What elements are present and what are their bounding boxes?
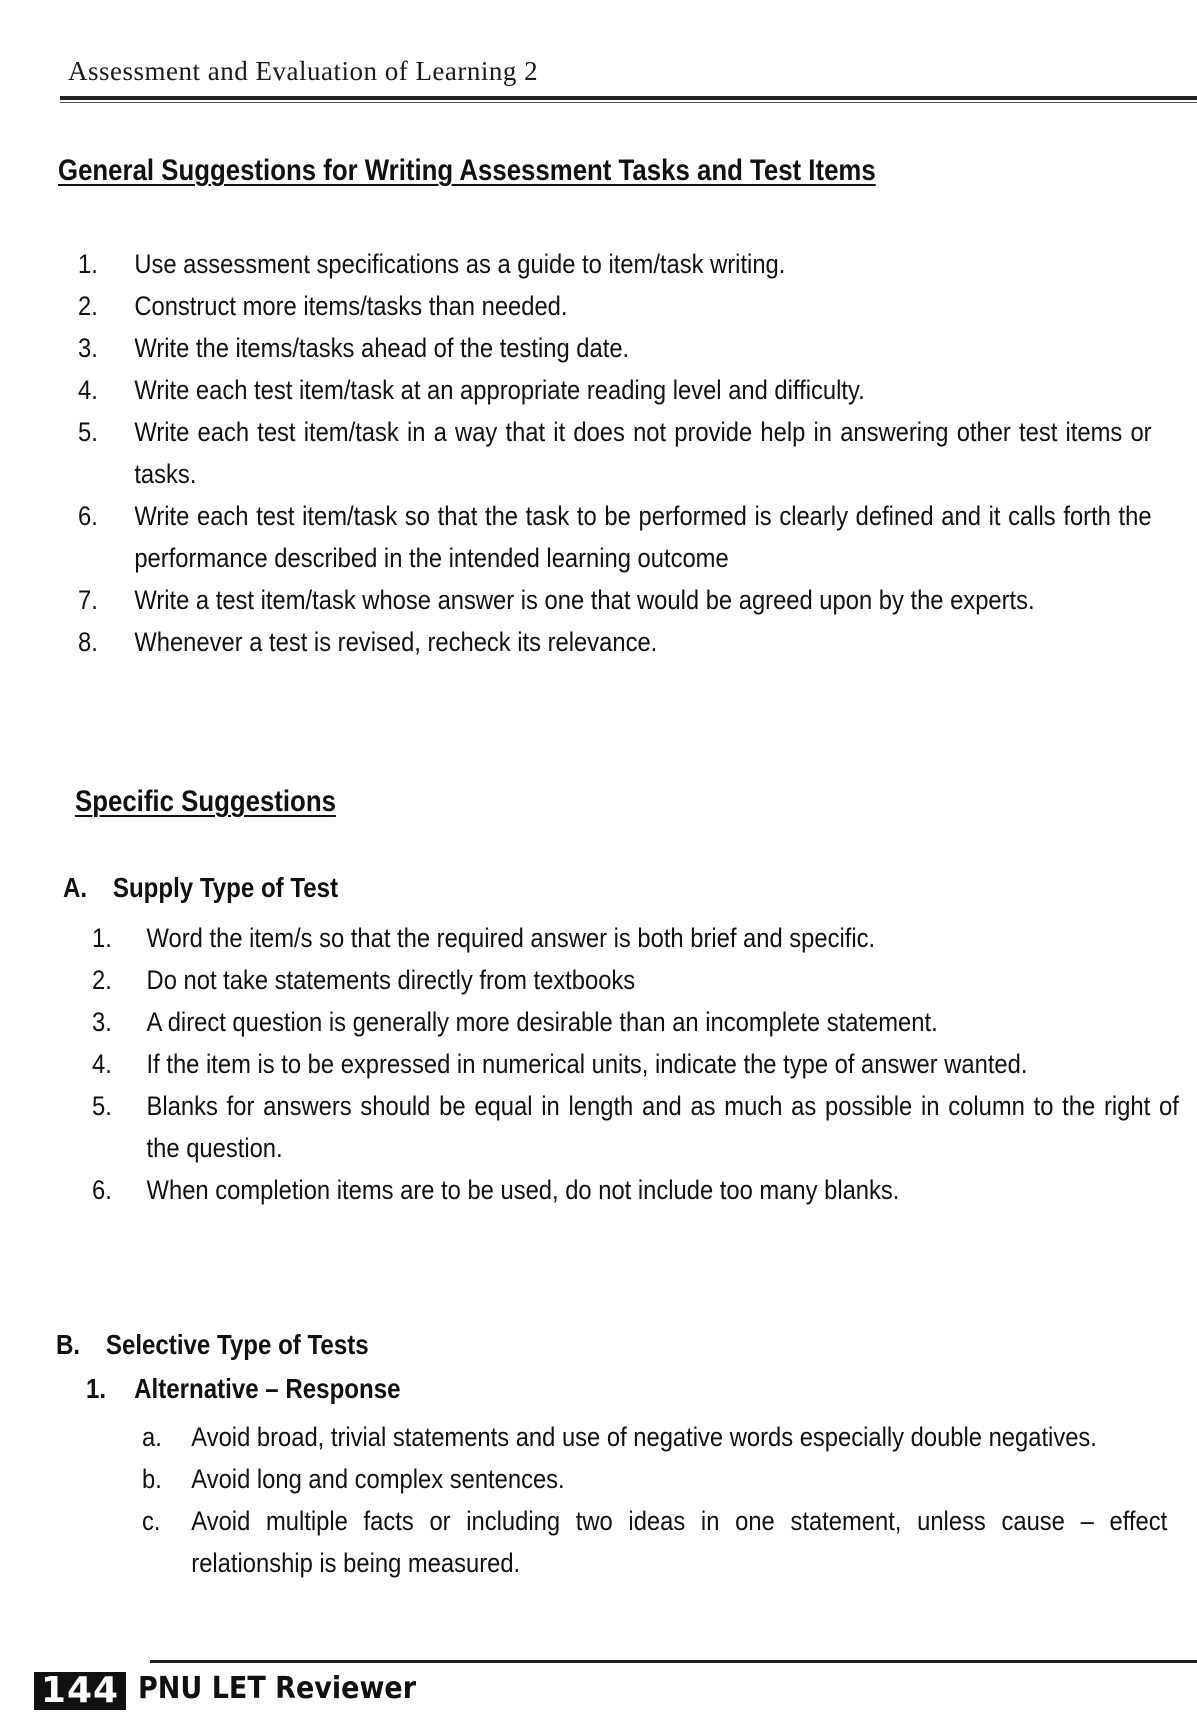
- specific-suggestions-title: Specific Suggestions: [75, 785, 336, 818]
- item-number: 3.: [78, 333, 98, 363]
- item-text: A direct question is generally more desirable than an incomplete statement.: [146, 1007, 938, 1037]
- item-number: 8.: [78, 627, 98, 657]
- item-number: 1.: [92, 923, 112, 953]
- item-number: 4.: [78, 375, 98, 405]
- item-number: 5.: [92, 1091, 112, 1121]
- list-item: [92, 1169, 1179, 1211]
- item-number: 3.: [92, 1007, 112, 1037]
- subsection-number: 1.: [86, 1373, 107, 1404]
- item-text: Do not take statements directly from textbooks: [146, 965, 636, 995]
- header-rule-thin: [60, 102, 1197, 103]
- item-text: Write a test item/task whose answer is one that would be agreed upon by the experts.: [134, 585, 1035, 615]
- item-number: 6.: [92, 1175, 112, 1205]
- list-item: [92, 1001, 1179, 1043]
- list-item: [92, 1043, 1179, 1085]
- list-item: [78, 369, 1152, 411]
- list-item: [78, 579, 1152, 621]
- alternative-response-list: [142, 1416, 1197, 1584]
- supply-type-list: [92, 917, 1197, 1211]
- selective-type-heading: [56, 1329, 369, 1361]
- item-number: 5.: [78, 417, 98, 447]
- item-letter: b.: [142, 1464, 162, 1494]
- item-text: Write each test item/task at an appropriate reading level and difficulty.: [134, 375, 865, 405]
- footer-book-title: PNU LET Reviewer: [138, 1671, 417, 1706]
- page-number-badge: 144: [34, 1672, 126, 1710]
- section-heading-text: Selective Type of Tests: [105, 1329, 369, 1360]
- list-item: [78, 495, 1152, 579]
- item-number: 2.: [78, 291, 98, 321]
- item-text: Construct more items/tasks than needed.: [134, 291, 568, 321]
- list-item: [92, 959, 1179, 1001]
- header-rule: [60, 96, 1197, 100]
- item-text: Avoid long and complex sentences.: [191, 1464, 565, 1494]
- list-item: [142, 1458, 1167, 1500]
- list-item: [142, 1500, 1167, 1584]
- list-item: [78, 243, 1152, 285]
- section-letter: B.: [56, 1329, 81, 1360]
- item-text: Write the items/tasks ahead of the testing date.: [134, 333, 630, 363]
- list-item: [78, 285, 1152, 327]
- list-item: [78, 327, 1152, 369]
- item-text: Blanks for answers should be equal in length and as much as possible in column to the right of the question.: [146, 1091, 1179, 1163]
- list-item: [92, 917, 1179, 959]
- section-letter: A.: [63, 872, 88, 903]
- item-text: Whenever a test is revised, recheck its relevance.: [134, 627, 658, 657]
- item-text: Use assessment specifications as a guide to item/task writing.: [134, 249, 786, 279]
- list-item: [142, 1416, 1167, 1458]
- general-suggestions-title: General Suggestions for Writing Assessment Tasks and Test Items: [58, 154, 876, 187]
- general-suggestions-list: [78, 243, 1197, 663]
- item-number: 2.: [92, 965, 112, 995]
- alternative-response-heading: [86, 1373, 400, 1405]
- running-header: Assessment and Evaluation of Learning 2: [68, 56, 539, 86]
- item-text: When completion items are to be used, do not include too many blanks.: [146, 1175, 900, 1205]
- item-text: Avoid broad, trivial statements and use of negative words especially double negatives.: [191, 1422, 1097, 1452]
- item-number: 6.: [78, 501, 98, 531]
- item-text: Write each test item/task so that the task to be performed is clearly defined and it calls forth the performance described in the intended learning outcome: [134, 501, 1152, 573]
- item-text: Write each test item/task in a way that it does not provide help in answering other test items or tasks.: [134, 417, 1152, 489]
- section-heading-text: Supply Type of Test: [112, 872, 339, 903]
- item-text: Avoid multiple facts or including two ideas in one statement, unless cause – effect relationship is being measured.: [191, 1506, 1168, 1578]
- item-number: 4.: [92, 1049, 112, 1079]
- list-item: [78, 411, 1152, 495]
- list-item: [92, 1085, 1179, 1169]
- item-number: 1.: [78, 249, 98, 279]
- subsection-heading-text: Alternative – Response: [134, 1373, 401, 1404]
- item-number: 7.: [78, 585, 98, 615]
- footer-rule: [150, 1660, 1197, 1663]
- item-letter: a.: [142, 1422, 162, 1452]
- supply-type-heading: [63, 872, 338, 904]
- item-text: Word the item/s so that the required answer is both brief and specific.: [146, 923, 876, 953]
- item-letter: c.: [142, 1506, 161, 1536]
- item-text: If the item is to be expressed in numerical units, indicate the type of answer wanted.: [146, 1049, 1028, 1079]
- list-item: [78, 621, 1152, 663]
